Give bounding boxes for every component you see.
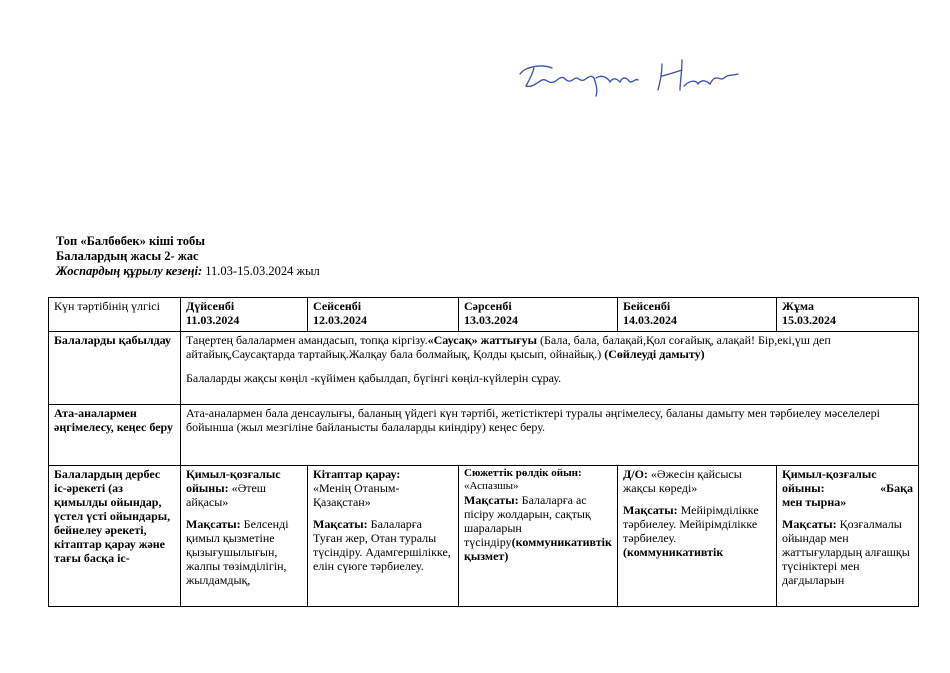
activity-title: Сюжеттік рөлдік ойын: — [464, 467, 582, 479]
activity-title: Д/О: — [623, 467, 648, 481]
activity-subtitle: «Менің Отаным-Қазақстан» — [313, 481, 400, 509]
activity-cell-wednesday — [459, 466, 618, 607]
activity-subtitle: «Аспазшы» — [464, 480, 519, 492]
weekly-plan-table — [48, 297, 919, 607]
day-name: Жұма — [782, 299, 814, 313]
activity-aim — [186, 517, 302, 587]
day-name: Бейсенбі — [623, 299, 671, 313]
handwritten-signature — [512, 52, 752, 102]
document-header — [56, 234, 320, 279]
aim-label: Мақсаты: — [782, 517, 837, 531]
aim-text: Мейірімділікке тәрбиелеу. Мейірімділікке тәрбиелеу. — [623, 503, 759, 545]
group-name: Топ «Балбөбек» кіші тобы — [56, 234, 206, 248]
day-name: Дүйсенбі — [186, 299, 235, 313]
text-run: «Бақа — [880, 481, 913, 495]
table-row-reception — [49, 332, 919, 405]
reception-paragraph-2: Балаларды жақсы көңіл -күйімен қабылдап, бүгінгі көңіл-күйлерін сұрау. — [186, 371, 562, 385]
activity-cell-monday — [181, 466, 308, 607]
activity-title — [782, 467, 913, 509]
activity-subtitle: «Әжесін қайсысы жақсы көреді» — [623, 467, 742, 495]
day-date: 11.03.2024 — [186, 313, 240, 327]
activity-cell-thursday — [618, 466, 777, 607]
activity-aim — [782, 517, 913, 587]
row-label: Балалардың дербес іс-әрекеті (аз қимылды ойындар, үстел үсті ойындары, бейнелеу әрекеті, кітаптар қарау және тағы басқа іс- — [54, 467, 171, 565]
parents-paragraph: Ата-аналармен бала денсаулығы, баланың үйдегі күн тәртібі, жетістіктері туралы әңгімелесу, баланы дамыту мен тәрбиелеу мәселелері бойынша (жыл мезгіліне байланысты балаларды киіндіру) кеңес беру. — [186, 406, 880, 434]
text-run: Таңертең балалармен амандасып, топқа кіргізу. — [186, 333, 428, 347]
table-row-activity — [49, 466, 919, 607]
activity-subtitle: «Әтеш айқасы» — [186, 481, 267, 509]
text-run-bold: (Сөйлеуді дамыту) — [604, 347, 705, 361]
row-label-cell — [49, 466, 181, 607]
plan-period — [56, 264, 320, 279]
activity-title: Кітаптар қарау: — [313, 467, 401, 481]
row-label-cell — [49, 405, 181, 466]
aim-text: Қозғалмалы ойындар мен жаттығулардың алғашқы түсініктері мен дағдыларын — [782, 517, 910, 587]
table-row-parents — [49, 405, 919, 466]
day-name: Сейсенбі — [313, 299, 362, 313]
day-header-friday — [777, 298, 919, 332]
plan-period-value: 11.03-15.03.2024 жыл — [202, 264, 320, 278]
day-name: Сәрсенбі — [464, 299, 512, 313]
aim-text-bold: (коммуникативтік қызмет) — [464, 535, 612, 563]
aim-text: Балаларға ас пісіру жолдарын, сақтық шараларын түсіндіру — [464, 493, 591, 549]
activity-aim — [464, 493, 612, 563]
day-date: 13.03.2024 — [464, 313, 518, 327]
row-label-cell — [49, 332, 181, 405]
plan-period-label: Жоспардың құрылу кезеңі: — [56, 264, 203, 278]
day-header-tuesday — [308, 298, 459, 332]
text-run: ойыны: — [782, 481, 825, 495]
aim-label: Мақсаты: — [186, 517, 241, 531]
day-header-wednesday — [459, 298, 618, 332]
parents-content — [181, 405, 919, 466]
text-run: (Бала, бала, балақай,Қол соғайық, алақай! Бір,екі,үш деп айтайық,Саусақтарда тартайық.Жалқау бала болмайық, Қолды қысып, ойнайық.) — [186, 333, 831, 361]
day-date: 15.03.2024 — [782, 313, 836, 327]
day-date: 14.03.2024 — [623, 313, 677, 327]
activity-title: Қимыл-қозғалыс ойыны: — [186, 467, 281, 495]
aim-label: Мақсаты: — [623, 503, 678, 517]
reception-content — [181, 332, 919, 405]
aim-label: Мақсаты: — [464, 493, 519, 507]
aim-text: Белсенді қимыл қызметіне қызығушылығын, жалпы төзімділігін, жылдамдық, — [186, 517, 289, 587]
activity-aim — [623, 503, 771, 559]
activity-title-line — [782, 481, 913, 495]
children-age: Балалардың жасы 2- жас — [56, 249, 199, 263]
row-label: Ата-аналармен әңгімелесу, кеңес беру — [54, 406, 174, 434]
table-header-row — [49, 298, 919, 332]
text-run-bold: «Саусақ» жаттығуы — [427, 333, 538, 347]
corner-cell — [49, 298, 181, 332]
activity-title-line: Қимыл-қозғалыс — [782, 467, 877, 481]
corner-label: Күн тәртібінің үлгісі — [54, 299, 160, 313]
day-header-thursday — [618, 298, 777, 332]
day-header-monday — [181, 298, 308, 332]
activity-cell-friday — [777, 466, 919, 607]
activity-title-line: мен тырна» — [782, 495, 847, 509]
activity-cell-tuesday — [308, 466, 459, 607]
reception-paragraph-1 — [186, 333, 913, 361]
aim-label: Мақсаты: — [313, 517, 368, 531]
activity-aim — [313, 517, 453, 573]
aim-text-bold: (коммуникативтік — [623, 545, 724, 559]
aim-text: Балаларға Туған жер, Отан туралы түсіндіру. Адамгершілікке, елін сүюге тәрбиелеу. — [313, 517, 451, 573]
row-label: Балаларды қабылдау — [54, 333, 172, 347]
day-date: 12.03.2024 — [313, 313, 367, 327]
